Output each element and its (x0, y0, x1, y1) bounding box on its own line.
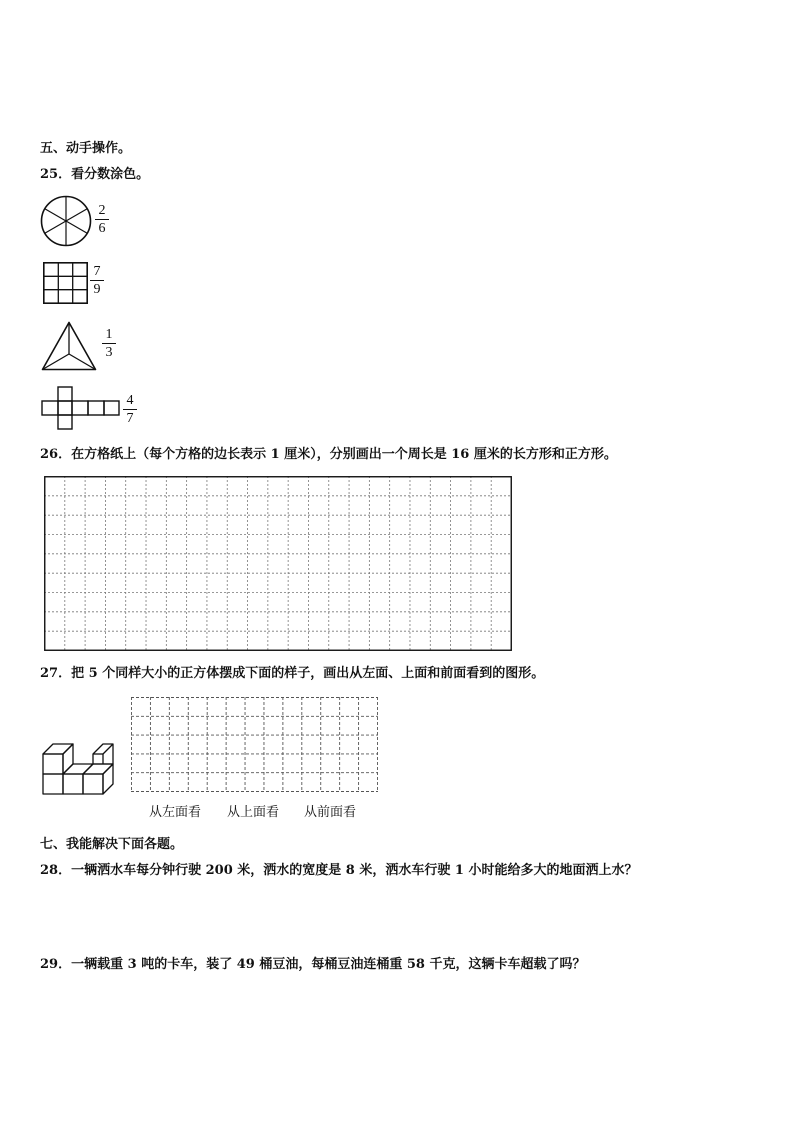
fraction-cross (123, 393, 137, 426)
q28-text: 28．一辆洒水车每分钟行驶 200 米，洒水的宽度是 8 米，洒水车行驶 1 小时能给多大的地面洒上水？ (40, 863, 638, 878)
caption-top-view: 从上面看 (227, 805, 280, 820)
fraction-bar (95, 219, 109, 220)
section5-title: 五、动手操作。 (40, 141, 132, 156)
grid-paper[interactable] (44, 476, 513, 652)
fraction-bar (90, 280, 104, 281)
fraction-grid (90, 264, 104, 297)
fraction-bar (102, 343, 116, 344)
cross-sevenths-figure (41, 386, 121, 430)
fraction-bar (123, 409, 137, 410)
triangle-thirds-figure (41, 321, 97, 371)
fraction-denominator: 9 (93, 282, 101, 297)
q25-text: 25．看分数涂色。 (40, 167, 150, 182)
cubes-figure (41, 742, 116, 796)
fraction-denominator: 3 (105, 345, 113, 360)
grid-ninths-figure (43, 262, 88, 304)
fraction-circle (95, 203, 109, 236)
fraction-denominator: 7 (126, 411, 134, 426)
q29-text: 29．一辆载重 3 吨的卡车，装了 49 桶豆油，每桶豆油连桶重 58 千克，这辆卡车超载了吗？ (40, 957, 586, 972)
fraction-numerator: 2 (98, 203, 106, 218)
section7-title: 七、我能解决下面各题。 (40, 837, 184, 852)
q26-text: 26．在方格纸上（每个方格的边长表示 1 厘米），分别画出一个周长是 16 厘米的长方形和正方形。 (40, 447, 617, 462)
caption-left-view: 从左面看 (149, 805, 202, 820)
fraction-triangle (102, 327, 116, 360)
caption-front-view: 从前面看 (304, 805, 357, 820)
circle-sixths-figure (40, 195, 92, 247)
fraction-numerator: 1 (105, 327, 113, 342)
fraction-denominator: 6 (98, 221, 106, 236)
view-grid[interactable] (131, 697, 379, 793)
fraction-numerator: 7 (93, 264, 101, 279)
fraction-numerator: 4 (126, 393, 134, 408)
q27-text: 27．把 5 个同样大小的正方体摆成下面的样子，画出从左面、上面和前面看到的图形。 (40, 666, 545, 681)
